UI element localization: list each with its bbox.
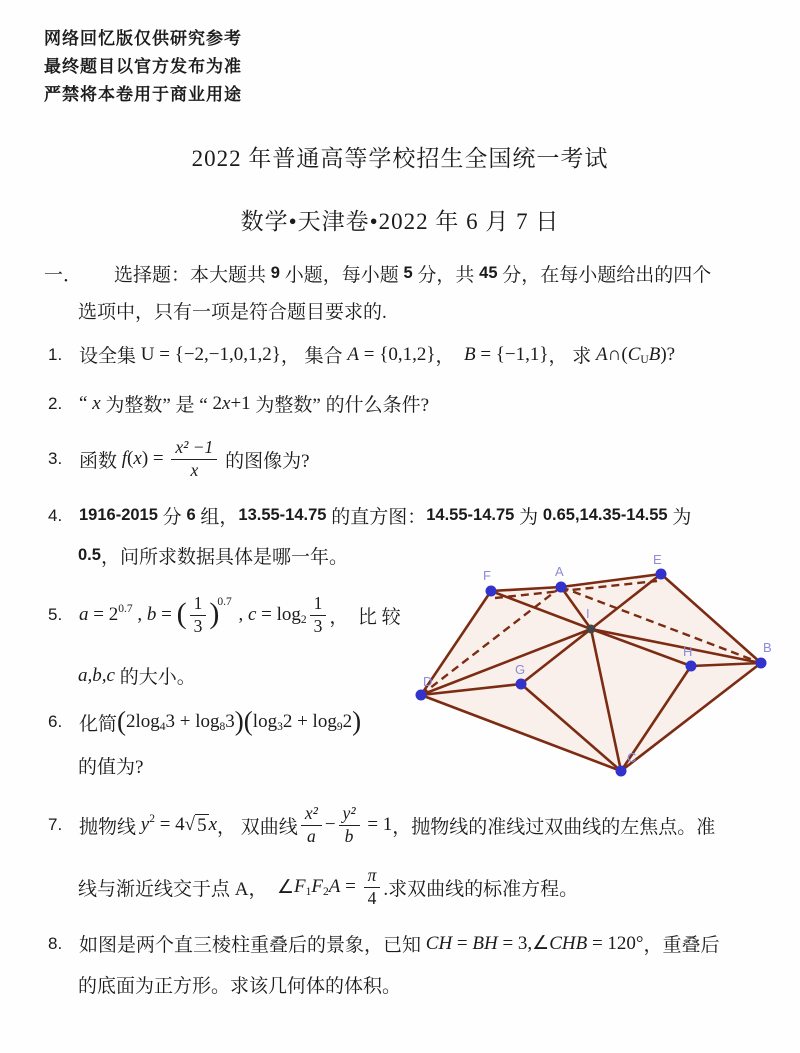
superscript: 0.7 xyxy=(217,596,232,608)
question-number: 8. xyxy=(48,933,63,953)
vertex-dot-C xyxy=(616,766,627,777)
math-var: F xyxy=(311,876,323,897)
section-header-line-2: 选项中，只有一项是符合题目要求的. xyxy=(78,302,387,323)
text-run: ， 求 xyxy=(548,346,597,367)
question-4-line-2 xyxy=(78,542,348,569)
text-run: 化简 xyxy=(79,713,118,735)
vertex-dot-A xyxy=(556,582,567,593)
text-run: 为整数” 是 “ xyxy=(100,395,213,416)
text-run: ，重叠后 xyxy=(643,935,720,956)
bold-number: 0.65,14.35-14.55 xyxy=(542,506,668,524)
text-run: 的大小。 xyxy=(114,667,196,688)
math-run: − xyxy=(324,814,336,835)
subscript: 4 xyxy=(159,721,166,733)
math-run: = xyxy=(340,876,361,897)
text-run: 为整数” 的什么条件? xyxy=(250,395,430,416)
vertex-label-F: F xyxy=(483,568,491,583)
bold-number: 14.55-14.75 xyxy=(426,506,515,524)
question-4-line-1 xyxy=(48,502,691,529)
text-run: 设全集 xyxy=(79,346,141,367)
question-8-line-1 xyxy=(48,930,720,957)
math-var: CH xyxy=(425,932,453,954)
question-6-line-1 xyxy=(48,700,361,744)
bold-number: 13.55-14.75 xyxy=(238,506,327,524)
close-paren: ) xyxy=(352,705,362,736)
text-run: 的直方图： xyxy=(326,507,427,528)
superscript: 2 xyxy=(149,813,155,825)
fraction xyxy=(364,866,381,908)
question-number: 2. xyxy=(48,393,63,413)
open-paren: ( xyxy=(243,705,253,736)
question-7-line-1 xyxy=(48,796,715,854)
math-var: y xyxy=(140,814,150,835)
question-7-line-2 xyxy=(78,858,578,916)
math-run: ) = xyxy=(141,448,169,469)
bold-number: 6 xyxy=(186,506,196,524)
figure-face-fill xyxy=(421,574,761,771)
vertex-label-G: G xyxy=(515,662,526,677)
math-var: A xyxy=(347,343,359,365)
text-run: 分 xyxy=(157,507,187,528)
text-run: 如图是两个直三棱柱重叠后的景象，已知 xyxy=(79,935,426,956)
text-run: 组， xyxy=(195,507,239,528)
close-paren: ) xyxy=(209,597,220,630)
math-var: B xyxy=(648,343,661,365)
fraction-numerator: x² xyxy=(301,804,322,825)
math-var: B xyxy=(463,343,476,365)
close-paren: ) xyxy=(234,705,244,736)
question-2 xyxy=(48,390,429,417)
subscript: 8 xyxy=(219,721,226,733)
vertex-label-B: B xyxy=(763,640,772,655)
fraction xyxy=(171,438,217,480)
math-run: 2 xyxy=(212,392,222,414)
question-1 xyxy=(48,341,675,368)
vertex-label-C: C xyxy=(627,750,637,765)
fraction xyxy=(310,594,327,636)
fraction-numerator: y² xyxy=(339,804,360,825)
exam-subtitle: 数学•天津卷•2022 年 6 月 7 日 xyxy=(240,209,560,234)
subscript: 2 xyxy=(300,614,307,626)
math-run: U = {−2,−1,0,1,2} xyxy=(140,343,281,365)
vertex-label-A: A xyxy=(555,564,564,579)
vertex-dot-H xyxy=(686,661,697,672)
question-8-line-2: 的底面为正方形。求该几何体的体积。 xyxy=(78,976,402,997)
vertex-dot-G xyxy=(516,679,527,690)
text-run: 小题，每小题 xyxy=(279,265,404,286)
math-run: )? xyxy=(660,343,676,365)
text-run: 选择题：本大题共 xyxy=(114,265,271,286)
math-run: = 1 xyxy=(362,814,393,835)
math-run: 2 xyxy=(342,711,353,732)
subscript: 1 xyxy=(305,886,312,898)
question-number: 5. xyxy=(48,605,63,624)
math-var: A xyxy=(328,876,341,897)
subscript: U xyxy=(640,353,649,366)
text-run: .求双曲线的标准方程。 xyxy=(383,878,579,900)
math-run: = xyxy=(452,932,473,954)
bold-number: 1916-2015 xyxy=(79,506,158,524)
text-run: 的图像为? xyxy=(220,450,310,472)
bold-number: 0.5 xyxy=(78,546,101,564)
math-var: x xyxy=(133,448,142,469)
radical-sign: √ xyxy=(184,814,196,835)
fraction-denominator: b xyxy=(344,825,354,846)
question-6-line-2: 的值为? xyxy=(78,757,144,778)
question-5-line-2 xyxy=(78,662,196,689)
disclaimer-line-3: 严禁将本卷用于商业用途 xyxy=(44,85,242,104)
angle-symbol: ∠ xyxy=(276,876,295,898)
text-run: ， xyxy=(435,346,464,367)
bold-number: 9 xyxy=(270,264,280,282)
question-number: 7. xyxy=(48,815,63,834)
math-run: ∩( xyxy=(607,343,628,365)
subscript: 9 xyxy=(336,721,343,733)
bold-number: 5 xyxy=(403,264,413,282)
text-run: 为 xyxy=(514,507,543,528)
section-header-line-1 xyxy=(44,260,711,287)
math-run: = {−1,1} xyxy=(475,343,549,365)
text-run: ，问所求数据具体是哪一年。 xyxy=(100,547,348,568)
vertex-label-I: I xyxy=(586,606,590,621)
vertex-dot-I xyxy=(587,625,596,634)
text-run: 抛物线 xyxy=(79,816,141,838)
math-var: x xyxy=(92,392,101,414)
subscript: 3 xyxy=(277,721,283,733)
text-run: 线与渐近线交于点 A， xyxy=(78,878,277,900)
fraction xyxy=(190,594,207,636)
math-run: , xyxy=(233,604,248,625)
math-run: 3 xyxy=(225,711,235,732)
vertex-dot-D xyxy=(416,690,427,701)
math-var: a xyxy=(79,604,89,625)
math-var: x xyxy=(208,814,218,835)
bold-number: 45 xyxy=(479,264,498,282)
vertex-label-H: H xyxy=(683,644,693,659)
fraction-numerator: 1 xyxy=(190,594,207,615)
math-var: c xyxy=(247,604,257,625)
math-run: = 2 xyxy=(88,604,119,625)
fraction-denominator: x xyxy=(190,459,199,480)
question-number: 1. xyxy=(48,344,63,364)
text-run: 为 xyxy=(667,507,692,528)
vertex-label-D: D xyxy=(423,674,433,689)
section-marker: 一． xyxy=(44,265,83,286)
math-var: BH xyxy=(472,932,498,954)
math-run: 2 + log xyxy=(282,711,337,732)
question-5-line-1 xyxy=(48,580,401,650)
math-run: 2log xyxy=(126,711,160,732)
text-run: 分，共 xyxy=(412,265,480,286)
math-run: 3 + log xyxy=(165,711,220,732)
radicand: 5 xyxy=(197,814,207,836)
fraction-denominator: 3 xyxy=(313,615,323,636)
question-number: 6. xyxy=(48,712,63,731)
math-var: a,b,c xyxy=(78,664,115,686)
math-var: F xyxy=(294,876,306,897)
math-var: b xyxy=(146,604,157,625)
math-run: +1 xyxy=(230,392,251,414)
exam-title: 2022 年普通高等学校招生全国统一考试 xyxy=(191,146,609,171)
text-run: ， 集合 xyxy=(280,346,348,367)
vertex-label-E: E xyxy=(653,552,662,567)
math-run: log xyxy=(252,711,278,732)
fraction-numerator: 1 xyxy=(310,594,327,615)
math-run: ( xyxy=(127,448,134,469)
fraction xyxy=(301,804,322,846)
superscript: 0.7 xyxy=(118,603,133,615)
fraction-denominator: 3 xyxy=(193,615,203,636)
math-var: C xyxy=(627,343,641,365)
fraction-numerator: x² −1 xyxy=(171,438,217,459)
text-run: 函数 xyxy=(79,450,122,472)
fraction xyxy=(339,804,360,846)
text-run: ， 双曲线 xyxy=(217,816,298,838)
open-paren: ( xyxy=(117,705,127,736)
disclaimer-line-2: 最终题目以官方发布为准 xyxy=(44,57,242,76)
question-number: 4. xyxy=(48,505,63,525)
fraction-denominator: 4 xyxy=(367,887,377,908)
question-3 xyxy=(48,428,310,490)
vertex-dot-E xyxy=(656,569,667,580)
math-run: = log xyxy=(256,604,301,625)
prism-figure xyxy=(403,548,795,800)
math-run: = 120° xyxy=(587,932,644,954)
math-var: x xyxy=(222,392,231,414)
math-run: = xyxy=(156,604,177,625)
text-run: 分，在每小题给出的四个 xyxy=(497,265,712,286)
math-run: = 4 xyxy=(154,814,185,835)
text-run: “ xyxy=(79,392,93,414)
vertex-dot-F xyxy=(486,586,497,597)
subscript: 2 xyxy=(323,886,329,898)
vertex-dot-B xyxy=(756,658,767,669)
disclaimer-line-1: 网络回忆版仅供研究参考 xyxy=(44,29,242,48)
math-run: , xyxy=(132,604,147,625)
math-run: = 3,∠ xyxy=(497,933,550,954)
text-run: ， 比 较 xyxy=(329,606,401,628)
math-run: = {0,1,2} xyxy=(359,343,436,365)
math-var: f xyxy=(121,448,128,469)
open-paren: ( xyxy=(176,597,187,630)
question-number: 3. xyxy=(48,449,63,468)
fraction-denominator: a xyxy=(306,825,316,846)
math-var: A xyxy=(596,343,608,365)
fraction-numerator: π xyxy=(364,866,381,887)
math-var: CHB xyxy=(549,932,588,954)
text-run: ，抛物线的准线过双曲线的左焦点。准 xyxy=(392,816,716,838)
